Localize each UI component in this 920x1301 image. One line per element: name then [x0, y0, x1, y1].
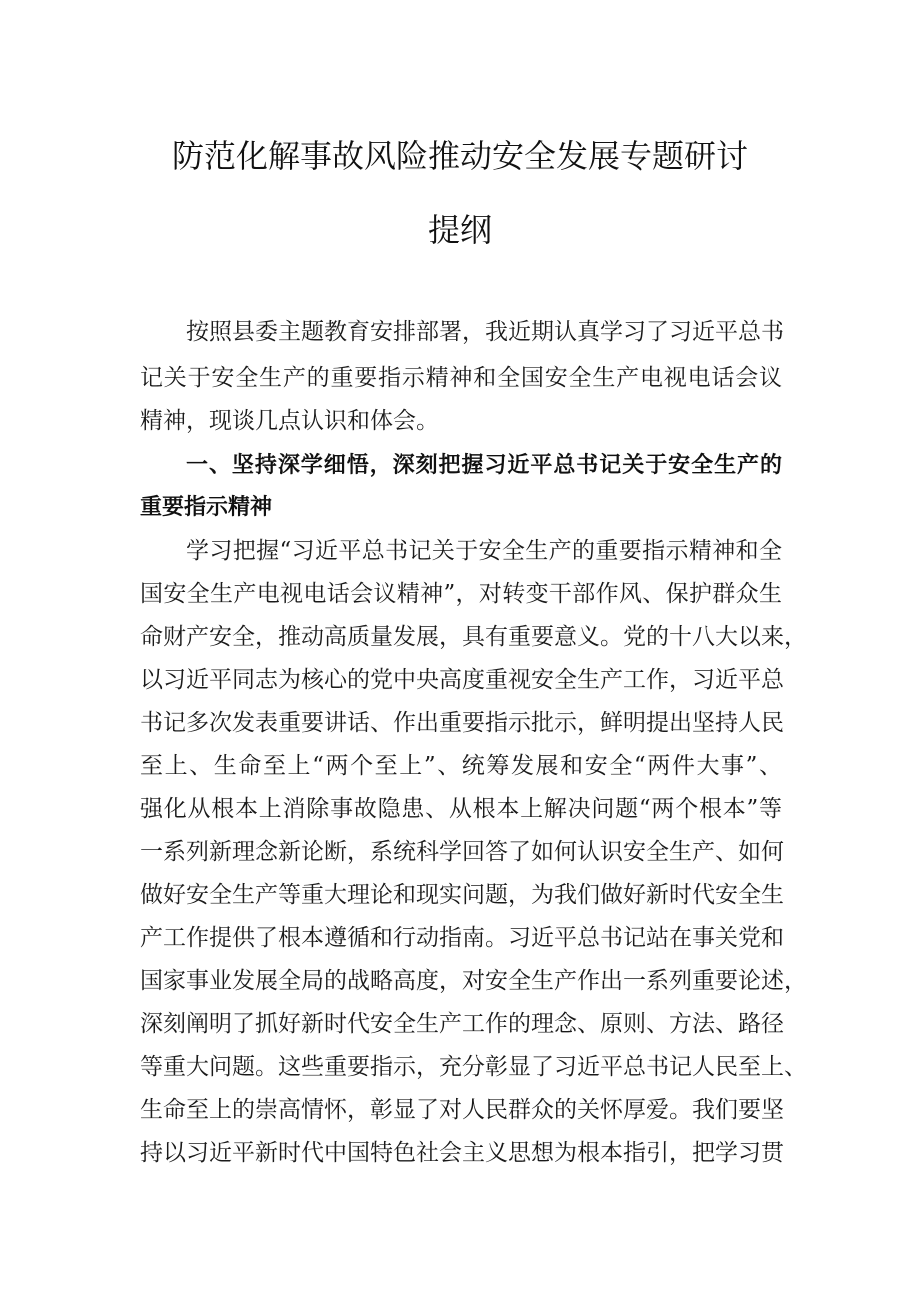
body-line: 国安全生产电视电话会议精神”，对转变干部作风、保护群众生 — [140, 581, 782, 607]
body-line: 做好安全生产等重大理论和现实问题，为我们做好新时代安全生 — [140, 882, 784, 908]
body-line: 持以习近平新时代中国特色社会主义思想为根本指引，把学习贯 — [140, 1140, 784, 1166]
body-line: 产工作提供了根本遵循和行动指南。习近平总书记站在事关党和 — [140, 925, 784, 951]
body-line: 一系列新理念新论断，系统科学回答了如何认识安全生产、如何 — [140, 839, 784, 865]
body-line: 书记多次发表重要讲话、作出重要指示批示，鲜明提出坚持人民 — [140, 710, 784, 736]
body-line: 生命至上的崇高情怀，彰显了对人民群众的关怀厚爱。我们要坚 — [140, 1097, 784, 1123]
body-line: 学习把握“习近平总书记关于安全生产的重要指示精神和全 — [186, 538, 782, 564]
body-line: 深刻阐明了抓好新时代安全生产工作的理念、原则、方法、路径 — [140, 1011, 784, 1037]
intro-line: 按照县委主题教育安排部署，我近期认真学习了习近平总书 — [186, 319, 784, 345]
body-line: 强化从根本上消除事故隐患、从根本上解决问题“两个根本”等 — [140, 796, 782, 822]
body-line: 等重大问题。这些重要指示，充分彰显了习近平总书记人民至上、 — [140, 1054, 807, 1080]
intro-line: 记关于安全生产的重要指示精神和全国安全生产电视电话会议 — [140, 365, 782, 391]
intro-line: 精神，现谈几点认识和体会。 — [140, 408, 439, 434]
body-line: 国家事业发展全局的战略高度，对安全生产作出一系列重要论述， — [140, 968, 807, 994]
body-line: 命财产安全，推动高质量发展，具有重要意义。党的十八大以来， — [140, 624, 807, 650]
body-line: 至上、生命至上“两个至上”、统筹发展和安全“两件大事”、 — [140, 753, 782, 779]
body-line: 以习近平同志为核心的党中央高度重视安全生产工作，习近平总 — [140, 667, 784, 693]
document-title-line-2: 提纲 — [427, 211, 492, 249]
section-heading-line: 一、坚持深学细悟，深刻把握习近平总书记关于安全生产的 — [186, 453, 782, 478]
section-heading-line: 重要指示精神 — [140, 495, 273, 520]
document-title-line-1: 防范化解事故风险推动安全发展专题研讨 — [171, 137, 748, 175]
